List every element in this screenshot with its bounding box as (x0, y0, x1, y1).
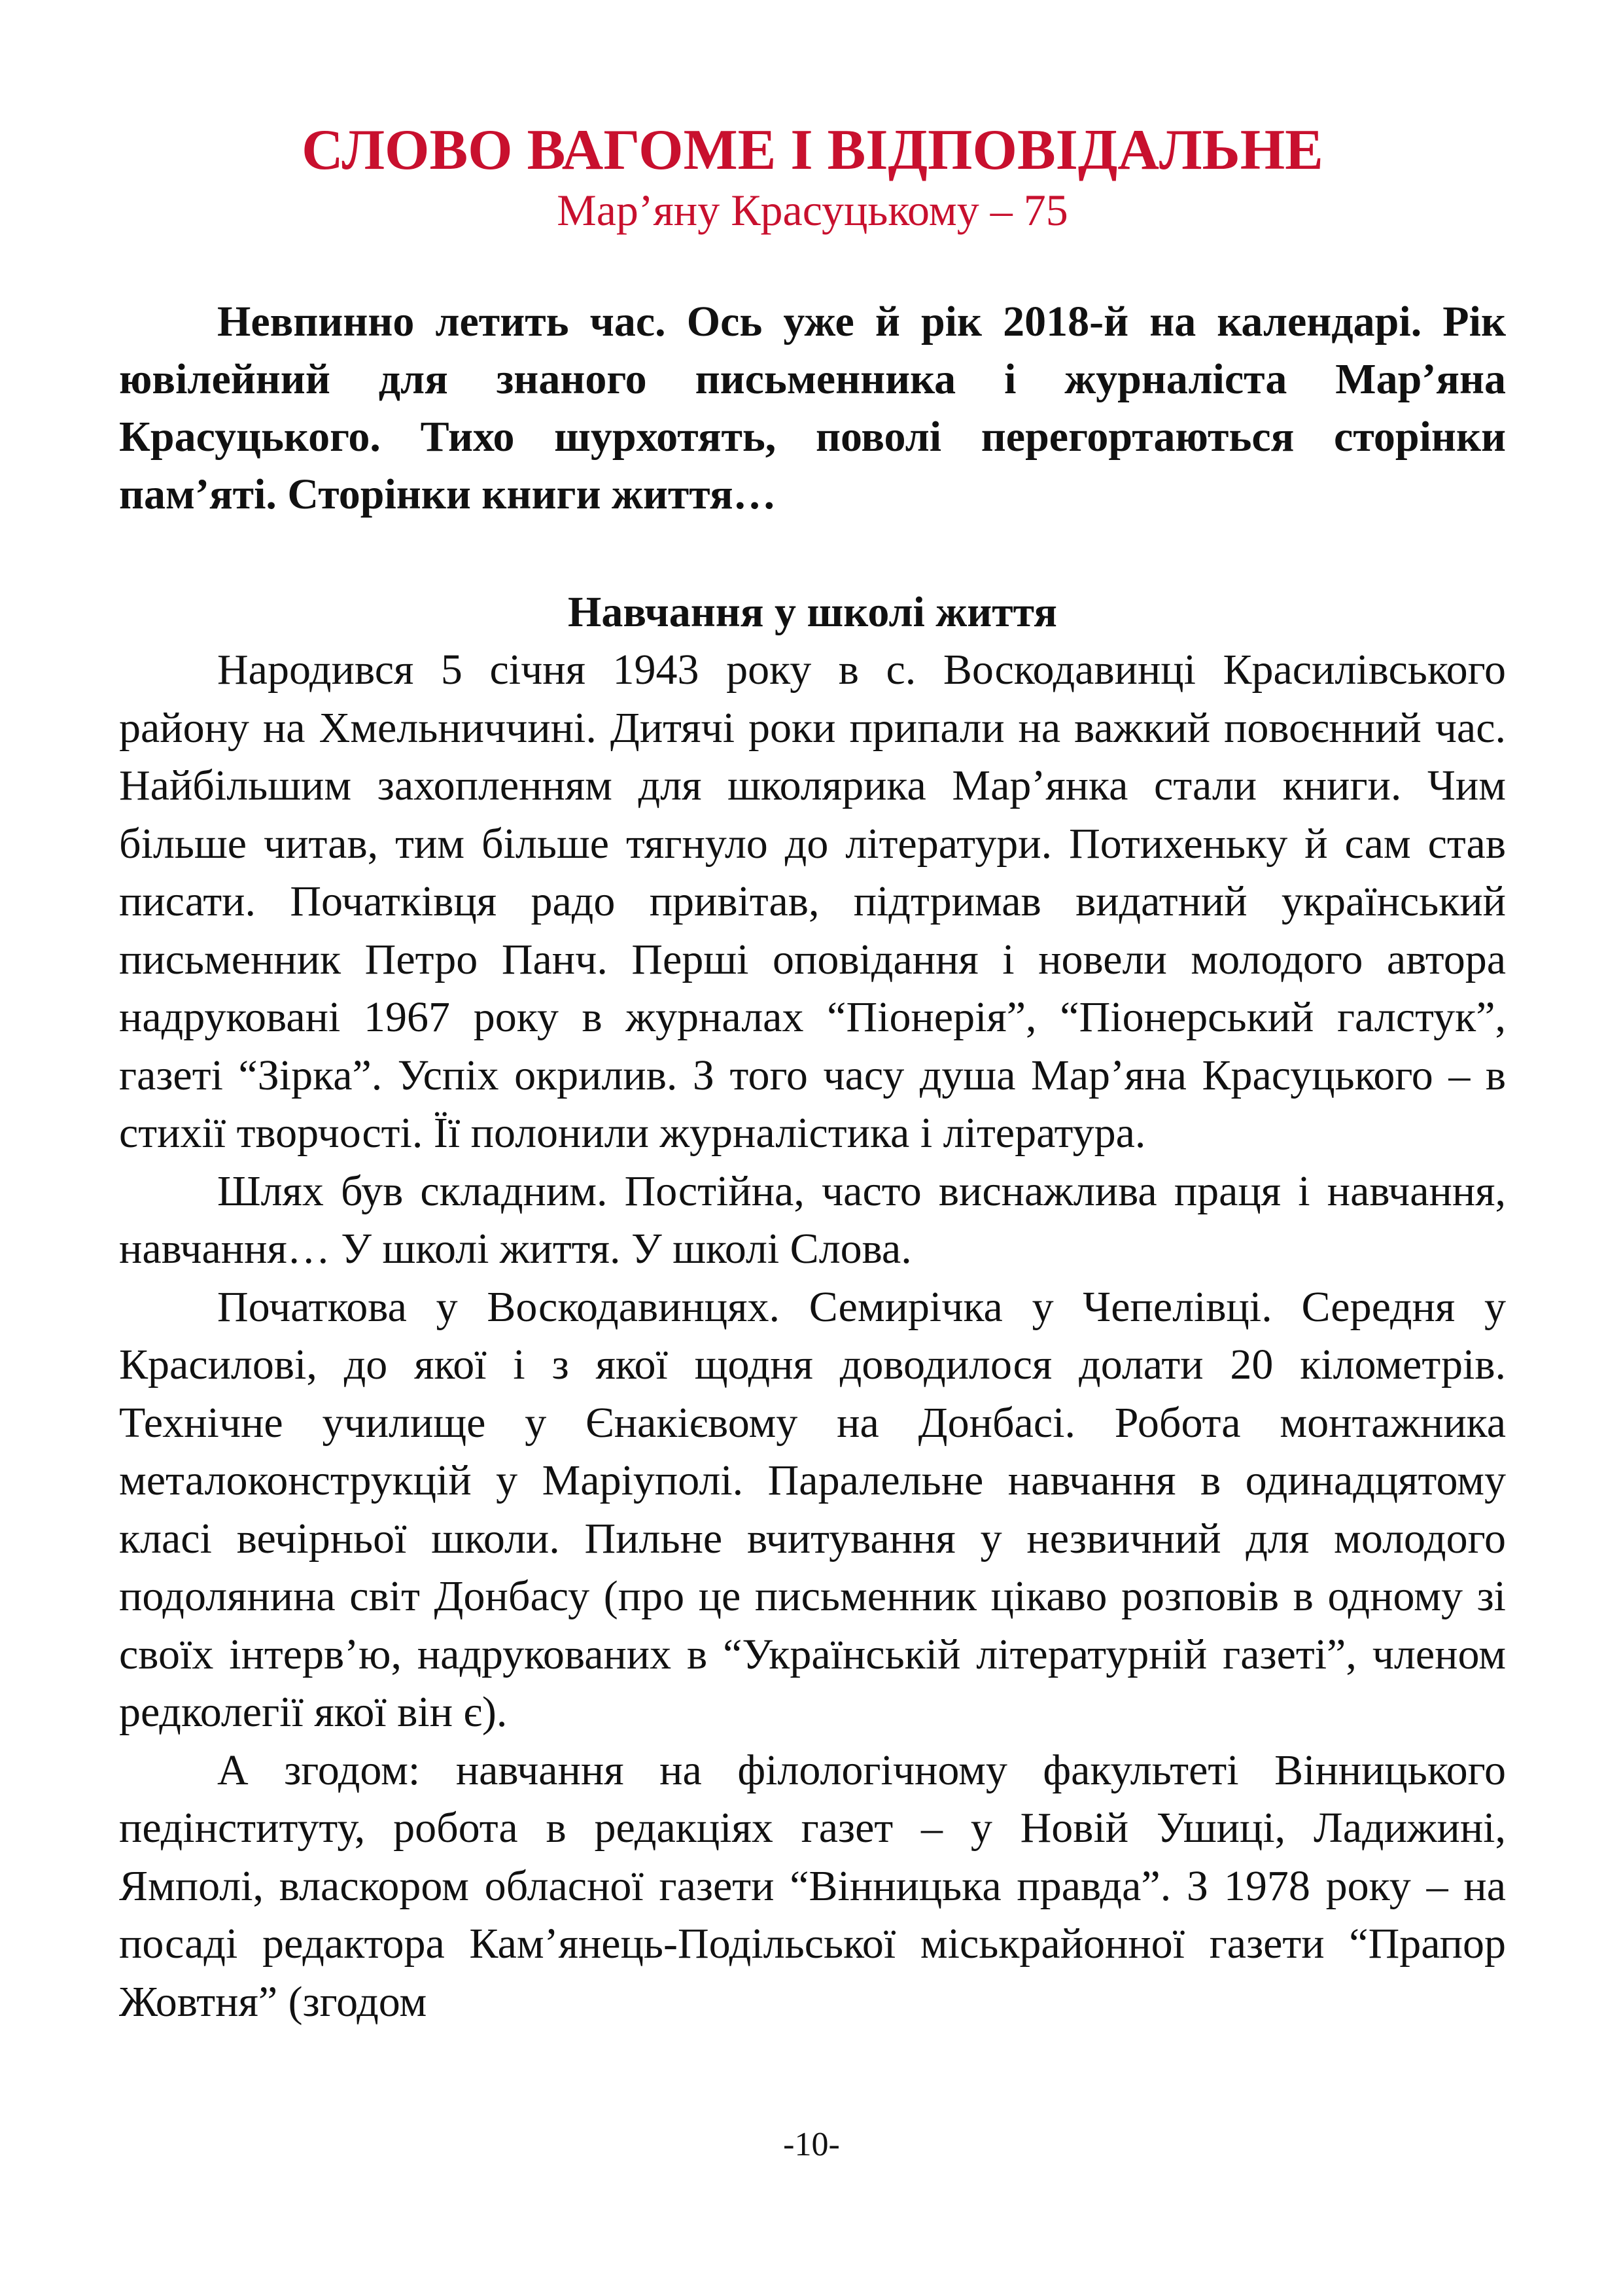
body-paragraph-4: А згодом: навчання на філологічному факультеті Вінницького педінституту, робота в редакціях газет – у Новій Ушиці, Ладижині, Ямполі, власкором обласної газети “Вінницька правда”. З 1978 року – на посаді редактора Кам’янець-Подільської міськрайонної газети “Прапор Жовтня” (згодом (119, 1746, 1506, 2026)
body-paragraph-3: Початкова у Воскодавинцях. Семирічка у Чепелівці. Середня у Красилові, до якої і з якої щодня доводилося долати 20 кілометрів. Технічне училище у Єнакієвому на Донбасі. Робота монтажника металоконструкцій у Маріуполі. Паралельне навчання в одинадцятому класі вечірньої школи. Пильне вчитування у незвичний для молодого подолянина світ Донбасу (про це письменник цікаво розповів в одному зі своїх інтерв’ю, надрукованих в “Українській літературній газеті”, членом редколегії якої він є). (119, 1282, 1506, 1736)
body-paragraph-1: Народився 5 січня 1943 року в с. Воскодавинці Красилівського району на Хмельниччині. Дитячі роки припали на важкий повоєнний час. Найбільшим захопленням для школярика Мар’янка стали книги. Чим більше читав, тим більше тягнуло до літератури. Потихеньку й сам став писати. Початківця радо привітав, підтримав видатний український письменник Петро Панч. Перші оповідання і новели молодого автора надруковані 1967 року в журналах “Піонерія”, “Піонерський галстук”, газеті “Зірка”. Успіх окрилив. З того часу душа Мар’яна Красуцького – в стихії творчості. Її полонили журналістика і література. (119, 646, 1506, 1157)
section-heading: Навчання у школі життя (568, 588, 1057, 636)
article-subtitle: Мар’яну Красуцькому – 75 (557, 185, 1068, 235)
article-title: СЛОВО ВАГОМЕ І ВІДПОВІДАЛЬНЕ (302, 118, 1323, 182)
body-paragraph-2: Шлях був складним. Постійна, часто виснажлива праця і навчання, навчання… У школі життя. У школі Слова. (119, 1167, 1506, 1273)
lead-paragraph: Невпинно летить час. Ось уже й рік 2018-й на календарі. Рік ювілейний для знаного письменника і журналіста Мар’яна Красуцького. Тихо шурхотять, поволі перегортаються сторінки пам’яті. Сторінки книги життя… (119, 298, 1506, 518)
document-page (119, 118, 1506, 2031)
page-number: -10- (783, 2126, 840, 2163)
